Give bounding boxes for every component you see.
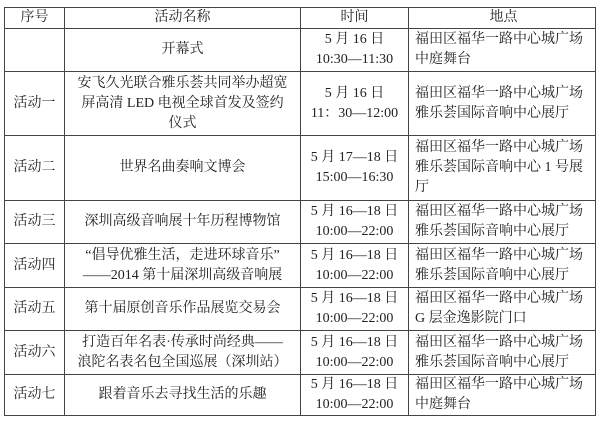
event-location: 福田区福华一路中心城广场 中庭舞台 (409, 375, 596, 416)
event-location: 福田区福华一路中心城广场 雅乐荟国际音响中心展厅 (409, 331, 596, 375)
event-time: 5 月 16—18 日 10:00—22:00 (301, 331, 409, 375)
table-header-row (5, 8, 596, 29)
event-number: 活动三 (5, 201, 65, 244)
header-number: 序号 (5, 8, 65, 29)
table-row (5, 244, 596, 288)
table-row (5, 72, 596, 136)
event-time: 5 月 16—18 日 10:00—22:00 (301, 375, 409, 416)
event-location: 福田区福华一路中心城广场 中庭舞台 (409, 29, 596, 72)
event-name: 世界名曲奏响文博会 (65, 136, 301, 201)
header-event-name: 活动名称 (65, 8, 301, 29)
event-name: 第十届原创音乐作品展览交易会 (65, 288, 301, 331)
header-time: 时间 (301, 8, 409, 29)
event-name: 打造百年名表·传承时尚经典—— 浪陀名表名包全国巡展（深圳站） (65, 331, 301, 375)
event-time: 5 月 16—18 日 10:00—22:00 (301, 201, 409, 244)
event-time: 5 月 16 日 10:30—11:30 (301, 29, 409, 72)
event-number: 活动二 (5, 136, 65, 201)
event-number: 活动六 (5, 331, 65, 375)
event-name: 深圳高级音响展十年历程博物馆 (65, 201, 301, 244)
table-row (5, 288, 596, 331)
event-time: 5 月 16—18 日 10:00—22:00 (301, 244, 409, 288)
table-row (5, 331, 596, 375)
event-location: 福田区福华一路中心城广场 雅乐荟国际音响中心展厅 (409, 244, 596, 288)
table-row (5, 375, 596, 416)
header-location: 地点 (409, 8, 596, 29)
table-row (5, 29, 596, 72)
event-location: 福田区福华一路中心城广场 雅乐荟国际音响中心展厅 (409, 201, 596, 244)
event-time: 5 月 16—18 日 10:00—22:00 (301, 288, 409, 331)
event-time: 5 月 16 日 11：30—12:00 (301, 72, 409, 136)
event-name: “倡导优雅生活，走进环球音乐” ——2014 第十届深圳高级音响展 (65, 244, 301, 288)
event-location: 福田区福华一路中心城广场 G 层金逸影院门口 (409, 288, 596, 331)
event-number: 活动一 (5, 72, 65, 136)
event-name: 安飞久光联合雅乐荟共同举办超宽 屏高清 LED 电视全球首发及签约 仪式 (65, 72, 301, 136)
event-number (5, 29, 65, 72)
event-number: 活动四 (5, 244, 65, 288)
event-name: 开幕式 (65, 29, 301, 72)
table-row (5, 136, 596, 201)
event-time: 5 月 17—18 日 15:00—16:30 (301, 136, 409, 201)
table-row (5, 201, 596, 244)
event-number: 活动七 (5, 375, 65, 416)
event-name: 跟着音乐去寻找生活的乐趣 (65, 375, 301, 416)
event-number: 活动五 (5, 288, 65, 331)
event-location: 福田区福华一路中心城广场 雅乐荟国际音响中心展厅 (409, 72, 596, 136)
event-location: 福田区福华一路中心城广场 雅乐荟国际音响中心 1 号展 厅 (409, 136, 596, 201)
event-schedule-table (4, 7, 596, 416)
